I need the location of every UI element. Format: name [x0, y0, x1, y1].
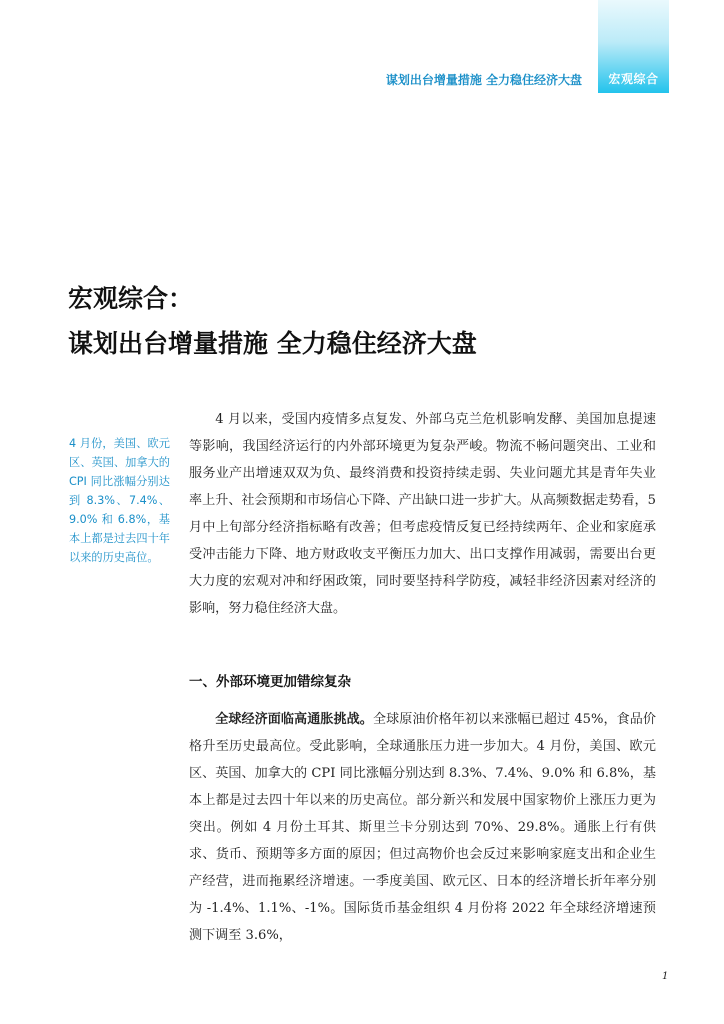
paragraph-body: 全球原油价格年初以来涨幅已超过 45%，食品价格升至历史最高位。受此影响，全球通胀压力进一步加大。4 月份，美国、欧元区、英国、加拿大的 CPI 同比涨幅分别达到 8.3%、7.4%、9.0% 和 6.8%，基本上都是过去四十年以来的历史高位。部分新兴和发展中国家物价上涨压力更为突出。例如 4 月份土耳其、斯里兰卡分别达到 70%、29.8%。通胀上行有供求、货币、预期等多方面的原因；但过高物价也会反过来影响家庭支出和企业生产经营，进而拖累经济增速。一季度美国、欧元区、日本的经济增长折年率分别为 -1.4%、1.1%、-1%。国际货币基金组织 4 月份将 2022 年全球经济增速预测下调至 3.6%，: [189, 712, 657, 943]
page-title-line2: 谋划出台增量措施 全力稳住经济大盘: [68, 329, 477, 358]
section-heading: 一、外部环境更加错综复杂: [189, 674, 351, 690]
page-number: 1: [662, 971, 669, 982]
page-title: [68, 276, 477, 366]
sidebar-pull-quote: 4 月份，美国、欧元区、英国、加拿大的 CPI 同比涨幅分别达到 8.3%、7.4%、9.0% 和 6.8%，基本上都是过去四十年以来的历史高位。: [69, 437, 170, 564]
running-header-title: 谋划出台增量措施 全力稳住经济大盘: [385, 73, 582, 87]
section-tab: [598, 0, 669, 93]
section-tab-label: 宏观综合: [608, 72, 659, 86]
intro-paragraph: 4 月以来，受国内疫情多点复发、外部乌克兰危机影响发酵、美国加息提速等影响，我国经济运行的内外部环境更为复杂严峻。物流不畅问题突出、工业和服务业产出增速双双为负、最终消费和投资持续走弱、失业问题尤其是青年失业率上升、社会预期和市场信心下降、产出缺口进一步扩大。从高频数据走势看，5 月中上旬部分经济指标略有改善；但考虑疫情反复已经持续两年、企业和家庭承受冲击能力下降、地方财政收支平衡压力加大、出口支撑作用减弱，需要出台更大力度的宏观对冲和纾困政策，同时要坚持科学防疫，减轻非经济因素对经济的影响，努力稳住经济大盘。: [189, 412, 656, 616]
page-title-line1: 宏观综合：: [68, 284, 194, 313]
paragraph-lead: 全球经济面临高通胀挑战。: [215, 712, 373, 727]
section-paragraph: [189, 706, 656, 949]
